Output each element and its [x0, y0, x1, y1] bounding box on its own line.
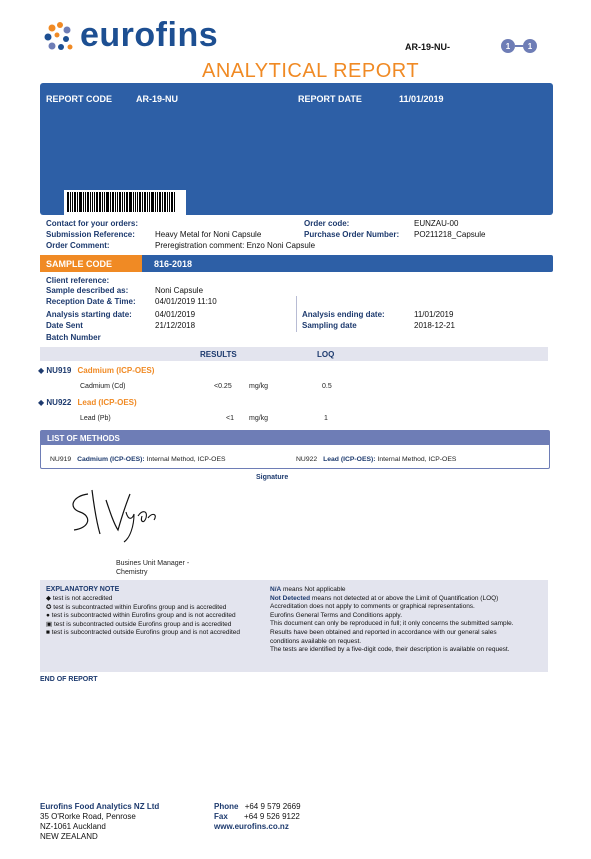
top-report-code: AR-19-NU- [405, 42, 450, 52]
results-header-bar [40, 347, 548, 361]
brand-name: eurofins [80, 16, 219, 54]
diamond-icon: ◆ [38, 398, 45, 407]
explanatory-title: EXPLANATORY NOTE [46, 586, 120, 593]
sent-label: Date Sent [46, 321, 83, 330]
methods-box [40, 430, 550, 469]
client-ref-label: Client reference: [46, 276, 110, 285]
test-code: NU922 [46, 398, 72, 407]
filled-square-icon: ■ [46, 629, 50, 637]
result-loq: 1 [324, 415, 328, 422]
barcode [64, 190, 186, 216]
page-indicator [501, 39, 537, 53]
sample-code-value: 816-2018 [154, 258, 193, 269]
method-name: Lead (ICP-OES): [323, 456, 376, 463]
result-unit: mg/kg [249, 383, 269, 390]
legend-item: ● test is subcontracted within Eurofins group and is not accredited [46, 612, 236, 620]
comment-label: Order Comment: [46, 241, 110, 250]
sample-code-label: SAMPLE CODE [40, 255, 142, 272]
diamond-icon: ◆ [46, 595, 51, 602]
page-current: 1 [501, 39, 515, 53]
report-date-value: 11/01/2019 [399, 94, 444, 104]
report-title: ANALYTICAL REPORT [202, 60, 420, 82]
legend-item: ✪ test is subcontracted within Eurofins group and is accredited [46, 603, 227, 611]
sent-value: 21/12/2018 [155, 321, 196, 330]
signature-label: Signature [256, 474, 289, 481]
vertical-divider [296, 296, 297, 332]
method-name: Cadmium (ICP-OES): [77, 456, 145, 463]
page-link-icon [515, 45, 523, 47]
start-label: Analysis starting date: [46, 310, 132, 319]
method-code: NU919 [50, 456, 72, 463]
method-item [50, 456, 226, 463]
test-name: Lead (ICP-OES) [77, 398, 137, 407]
company-name: Eurofins Food Analytics NZ Ltd [40, 802, 160, 811]
signature-image [66, 486, 176, 551]
report-code-label: REPORT CODE [46, 94, 113, 104]
sampling-label: Sampling date [302, 321, 357, 330]
result-loq: 0.5 [322, 383, 332, 390]
website-link[interactable]: www.eurofins.co.nz [214, 822, 289, 831]
result-unit: mg/kg [249, 415, 269, 422]
dot-icon: ● [46, 612, 50, 620]
notes-right: N/A means Not applicable Not Detected means not detected at or above the Limit of Quantification (LOQ) Accreditation does not apply to comments or graphical representations. Eurofins General Terms and Conditions apply. This document can only be reproduced in full; it only concerns the submitted sample. Results have been obtained and reported in accordance with our general sales conditions available on request. The tests are identified by a five-digit code, their description is available on request. [270, 586, 514, 654]
po-value: PO211218_Capsule [414, 230, 486, 239]
method-code: NU922 [296, 456, 318, 463]
methods-title: LIST OF METHODS [41, 431, 549, 445]
submission-label: Submission Reference: [46, 230, 135, 239]
end-of-report: END OF REPORT [40, 676, 98, 683]
reception-value: 04/01/2019 11:10 [155, 297, 217, 306]
submission-value: Heavy Metal for Noni Capsule [155, 230, 262, 239]
test-code: NU919 [46, 366, 72, 375]
contact-label: Contact for your orders: [46, 219, 139, 228]
sampling-value: 2018-12-21 [414, 321, 455, 330]
result-value: <0.25 [214, 383, 232, 390]
batch-label: Batch Number [46, 333, 101, 342]
order-code-label: Order code: [304, 219, 350, 228]
method-desc: Internal Method, ICP-OES [377, 456, 457, 463]
result-group-cadmium [38, 366, 154, 375]
method-desc: Internal Method, ICP-OES [146, 456, 226, 463]
hollow-square-icon: ▣ [46, 620, 53, 628]
eurofins-dots-icon [42, 20, 78, 56]
diamond-icon: ◆ [38, 366, 45, 375]
results-header: RESULTS [200, 350, 237, 359]
comment-value: Preregistration comment: Enzo Noni Capsule [155, 241, 316, 250]
ending-label: Analysis ending date: [302, 310, 385, 319]
loq-header: LOQ [317, 350, 335, 359]
signatory-role: Busines Unit Manager - Chemistry [116, 560, 190, 576]
ending-value: 11/01/2019 [414, 310, 454, 319]
legend-item: ■ test is subcontracted outside Eurofins group and is not accredited [46, 629, 240, 637]
footer-address: Eurofins Food Analytics NZ Ltd 35 O'Rorke Road, Penrose NZ-1061 Auckland NEW ZEALAND [40, 802, 160, 841]
ring-icon: ✪ [46, 603, 52, 611]
legend-list [46, 595, 240, 638]
described-label: Sample described as: [46, 286, 129, 295]
sample-code-bar [40, 255, 553, 272]
po-label: Purchase Order Number: [304, 230, 400, 239]
report-code-value: AR-19-NU [136, 94, 179, 104]
page-total: 1 [523, 39, 537, 53]
method-item [296, 456, 456, 463]
report-date-label: REPORT DATE [298, 94, 362, 104]
result-value: <1 [226, 415, 234, 422]
legend-item: ◆ test is not accredited [46, 595, 113, 602]
legend-item: ▣ test is subcontracted outside Eurofins group and is accredited [46, 620, 232, 628]
analyte-name: Cadmium (Cd) [80, 383, 126, 390]
start-value: 04/01/2019 [155, 310, 196, 319]
eurofins-logo [42, 20, 78, 61]
test-name: Cadmium (ICP-OES) [77, 366, 155, 375]
result-group-lead [38, 398, 137, 407]
reception-label: Reception Date & Time: [46, 297, 136, 306]
analyte-name: Lead (Pb) [80, 415, 111, 422]
order-code-value: EUNZAU-00 [414, 219, 459, 228]
described-value: Noni Capsule [155, 286, 204, 295]
footer-contact: Phone +64 9 579 2669 Fax +64 9 526 9122 www.eurofins.co.nz [214, 802, 301, 831]
